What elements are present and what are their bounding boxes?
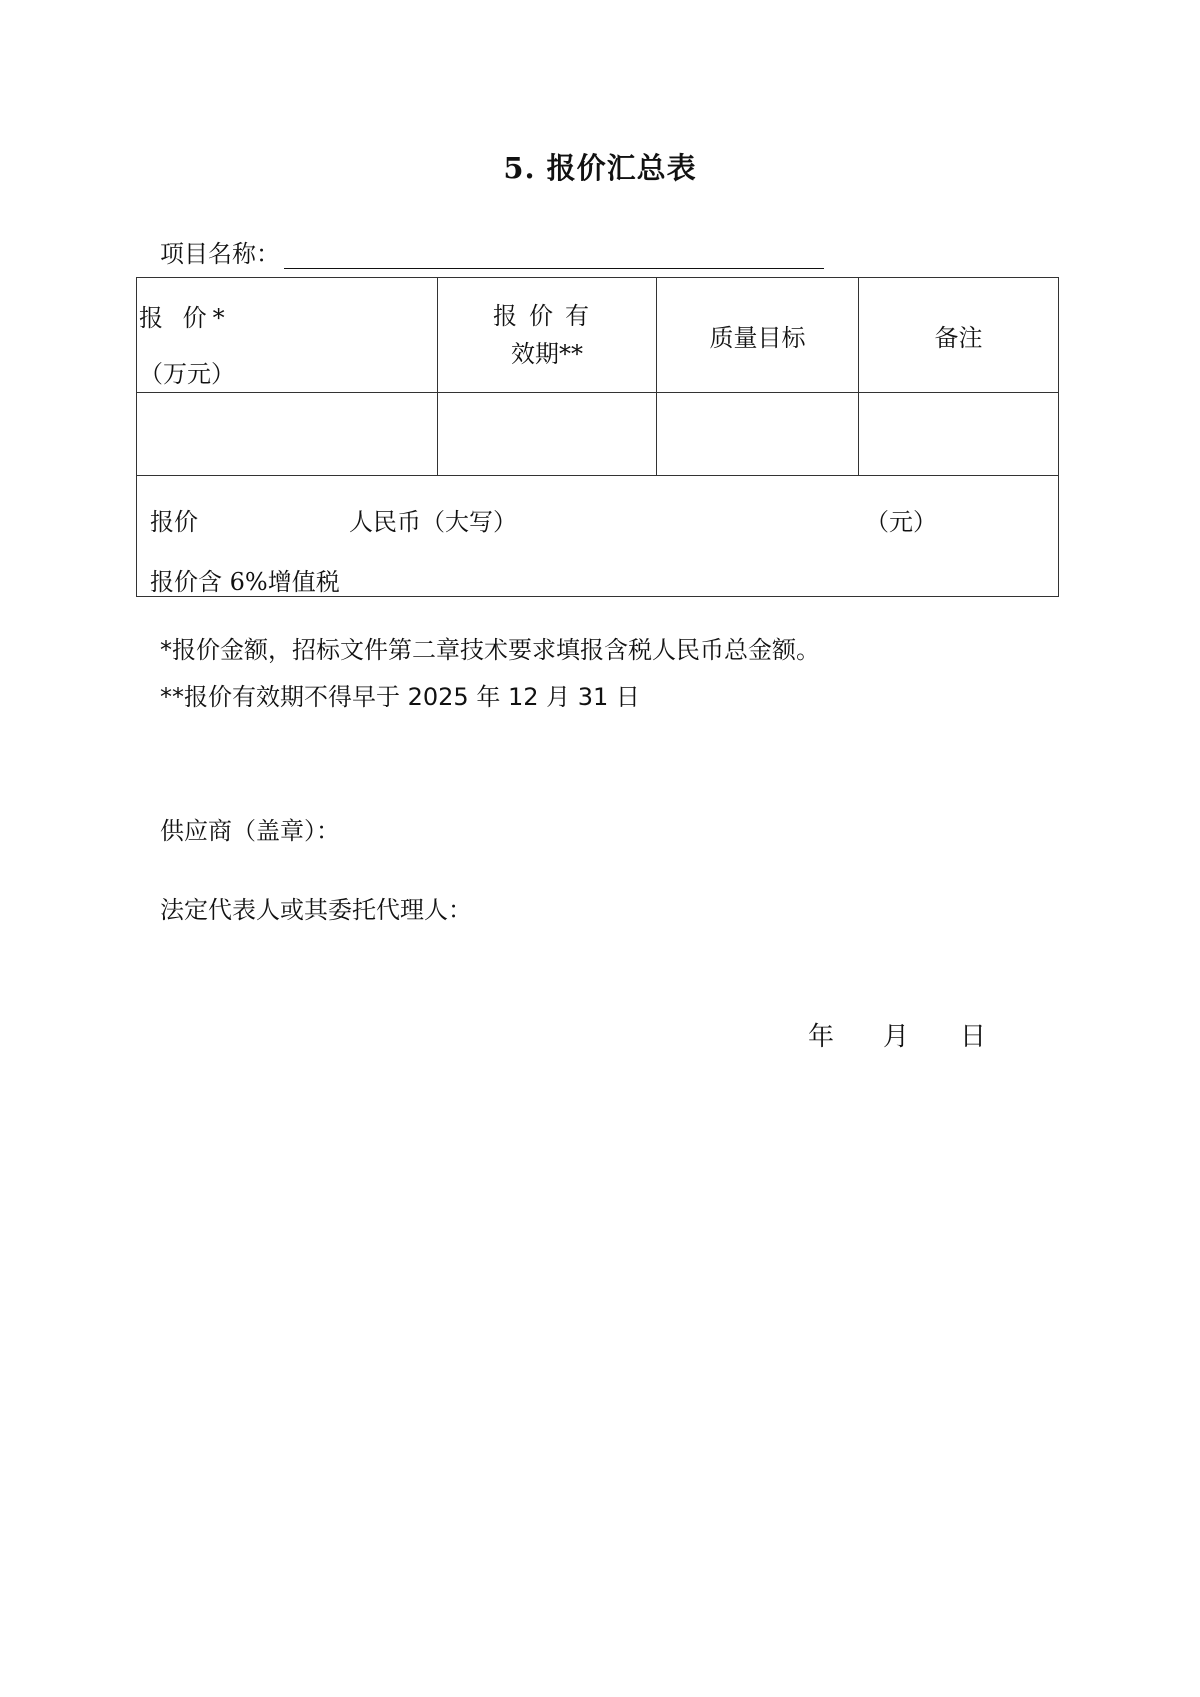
- header-validity-line1: 报价有: [493, 302, 601, 330]
- note-validity: **报价有效期不得早于 2025 年 12 月 31 日: [160, 683, 640, 711]
- header-validity-line2: 效期**: [511, 340, 583, 368]
- header-price-line2: （万元）: [139, 360, 235, 388]
- header-price-line1: 报 价*: [139, 304, 231, 332]
- header-remarks: 备注: [859, 278, 1059, 393]
- cell-validity-value[interactable]: [438, 393, 657, 476]
- cell-quality-value[interactable]: [657, 393, 859, 476]
- supplier-seal-label: 供应商（盖章）：: [160, 817, 340, 845]
- cell-price-value[interactable]: [137, 393, 438, 476]
- header-quality: 质量目标: [657, 278, 859, 393]
- legal-rep-label: 法定代表人或其委托代理人：: [160, 896, 472, 924]
- header-validity: [438, 278, 657, 393]
- cell-remarks-value[interactable]: [859, 393, 1059, 476]
- total-row: [137, 476, 1059, 597]
- total-label: 报价: [150, 508, 198, 536]
- total-unit-label: （元）: [865, 508, 937, 536]
- header-price: [137, 278, 438, 393]
- total-tax-note: 报价含 6%增值税: [150, 568, 340, 596]
- total-currency-label: 人民币（大写）: [349, 508, 517, 536]
- project-name-field[interactable]: [284, 240, 824, 269]
- date-day: 日: [960, 1022, 987, 1052]
- date-year: 年: [808, 1022, 835, 1052]
- quote-summary-table: [136, 277, 1059, 597]
- page-title: 5. 报价汇总表: [503, 151, 697, 185]
- note-price-amount: *报价金额，招标文件第二章技术要求填报含税人民币总金额。: [160, 636, 820, 664]
- table-header-row: [137, 278, 1059, 393]
- project-name-label: 项目名称：: [160, 240, 280, 268]
- total-cell[interactable]: [137, 476, 1059, 597]
- date-month: 月: [883, 1022, 910, 1052]
- table-row: [137, 393, 1059, 476]
- project-name-row: [160, 234, 824, 269]
